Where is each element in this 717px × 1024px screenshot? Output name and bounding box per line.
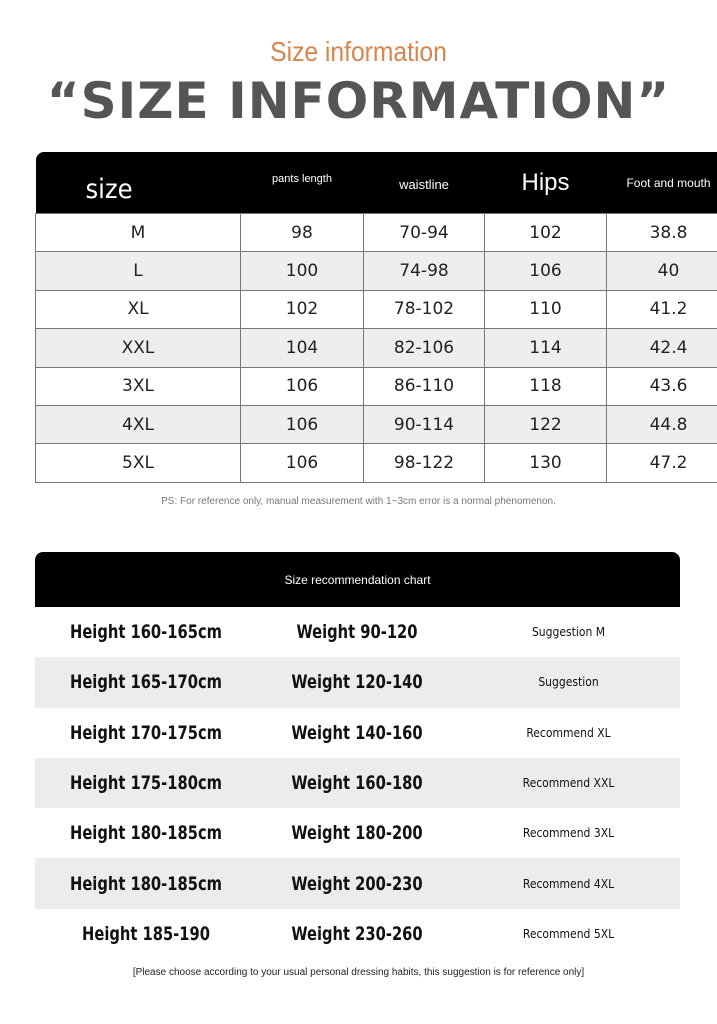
recommendation-header xyxy=(35,552,680,607)
column-header-foot-and-mouth: Foot and mouth xyxy=(607,152,717,214)
cell-foot-and-mouth: 43.6 xyxy=(607,367,717,405)
size-table-header-row xyxy=(36,152,717,214)
weight-range: Weight 200-230 xyxy=(291,872,423,895)
table-row xyxy=(36,405,717,443)
ps-note: PS: For reference only, manual measurement with 1~3cm error is a normal phenomenon. xyxy=(161,496,556,507)
list-item xyxy=(35,758,680,808)
cell-hips: 130 xyxy=(485,444,607,482)
recommended-size: Recommend XL xyxy=(526,725,611,740)
table-row xyxy=(36,444,717,482)
cell-pants-length: 98 xyxy=(241,214,364,252)
list-item xyxy=(35,657,680,707)
cell-foot-and-mouth: 44.8 xyxy=(607,405,717,443)
cell-hips: 102 xyxy=(485,214,607,252)
height-range: Height 170-175cm xyxy=(70,721,222,744)
table-row xyxy=(36,214,717,252)
cell-foot-and-mouth: 40 xyxy=(607,252,717,290)
column-header-pants-length: pants length xyxy=(241,152,364,214)
cell-hips: 106 xyxy=(485,252,607,290)
height-range: Height 180-185cm xyxy=(70,872,222,895)
list-item xyxy=(35,708,680,758)
cell-waistline: 74-98 xyxy=(364,252,485,290)
recommended-size: Recommend XXL xyxy=(522,776,615,791)
cell-waistline: 98-122 xyxy=(364,444,485,482)
recommended-size: Suggestion xyxy=(538,675,599,690)
cell-pants-length: 102 xyxy=(241,290,364,328)
height-range: Height 175-180cm xyxy=(70,772,222,795)
page-title: “SIZE INFORMATION” xyxy=(46,72,671,130)
cell-size: 5XL xyxy=(36,444,241,482)
cell-waistline: 90-114 xyxy=(364,405,485,443)
list-item xyxy=(35,808,680,858)
weight-range: Weight 180-200 xyxy=(291,822,423,845)
cell-pants-length: 106 xyxy=(241,405,364,443)
weight-range: Weight 140-160 xyxy=(291,721,423,744)
cell-pants-length: 104 xyxy=(241,329,364,367)
cell-foot-and-mouth: 47.2 xyxy=(607,444,717,482)
cell-foot-and-mouth: 41.2 xyxy=(607,290,717,328)
cell-pants-length: 100 xyxy=(241,252,364,290)
cell-waistline: 82-106 xyxy=(364,329,485,367)
cell-size: XL xyxy=(36,290,241,328)
recommended-size: Recommend 3XL xyxy=(522,826,615,841)
recommended-size: Suggestion M xyxy=(531,625,606,640)
cell-size: 3XL xyxy=(36,367,241,405)
list-item xyxy=(35,607,680,657)
cell-size: XXL xyxy=(36,329,241,367)
list-item xyxy=(35,909,680,959)
table-row xyxy=(36,290,717,328)
height-range: Height 180-185cm xyxy=(70,822,222,845)
table-row xyxy=(36,252,717,290)
cell-hips: 110 xyxy=(485,290,607,328)
height-range: Height 185-190 xyxy=(82,922,210,945)
cell-foot-and-mouth: 42.4 xyxy=(607,329,717,367)
recommended-size: Recommend 5XL xyxy=(522,926,615,941)
recommendation-list xyxy=(35,607,680,959)
cell-size: 4XL xyxy=(36,405,241,443)
cell-size: M xyxy=(36,214,241,252)
cell-pants-length: 106 xyxy=(241,444,364,482)
column-header-hips: Hips xyxy=(485,152,607,214)
recommended-size: Recommend 4XL xyxy=(522,876,615,891)
recommendation-title: Size recommendation chart xyxy=(284,572,431,587)
cell-waistline: 86-110 xyxy=(364,367,485,405)
weight-range: Weight 120-140 xyxy=(291,671,423,694)
cell-hips: 114 xyxy=(485,329,607,367)
size-table xyxy=(35,152,717,483)
table-row xyxy=(36,367,717,405)
cell-hips: 118 xyxy=(485,367,607,405)
page-subtitle: Size information xyxy=(270,36,447,67)
cell-waistline: 70-94 xyxy=(364,214,485,252)
weight-range: Weight 230-260 xyxy=(291,922,423,945)
height-range: Height 160-165cm xyxy=(70,621,222,644)
height-range: Height 165-170cm xyxy=(70,671,222,694)
weight-range: Weight 90-120 xyxy=(296,621,418,644)
cell-waistline: 78-102 xyxy=(364,290,485,328)
cell-hips: 122 xyxy=(485,405,607,443)
cell-pants-length: 106 xyxy=(241,367,364,405)
column-header-waistline: waistline xyxy=(364,152,485,214)
table-row xyxy=(36,329,717,367)
weight-range: Weight 160-180 xyxy=(291,772,423,795)
column-header-size: size xyxy=(36,152,241,214)
footnote: [Please choose according to your usual personal dressing habits, this suggestion is for reference only] xyxy=(132,967,585,978)
cell-size: L xyxy=(36,252,241,290)
cell-foot-and-mouth: 38.8 xyxy=(607,214,717,252)
list-item xyxy=(35,858,680,908)
